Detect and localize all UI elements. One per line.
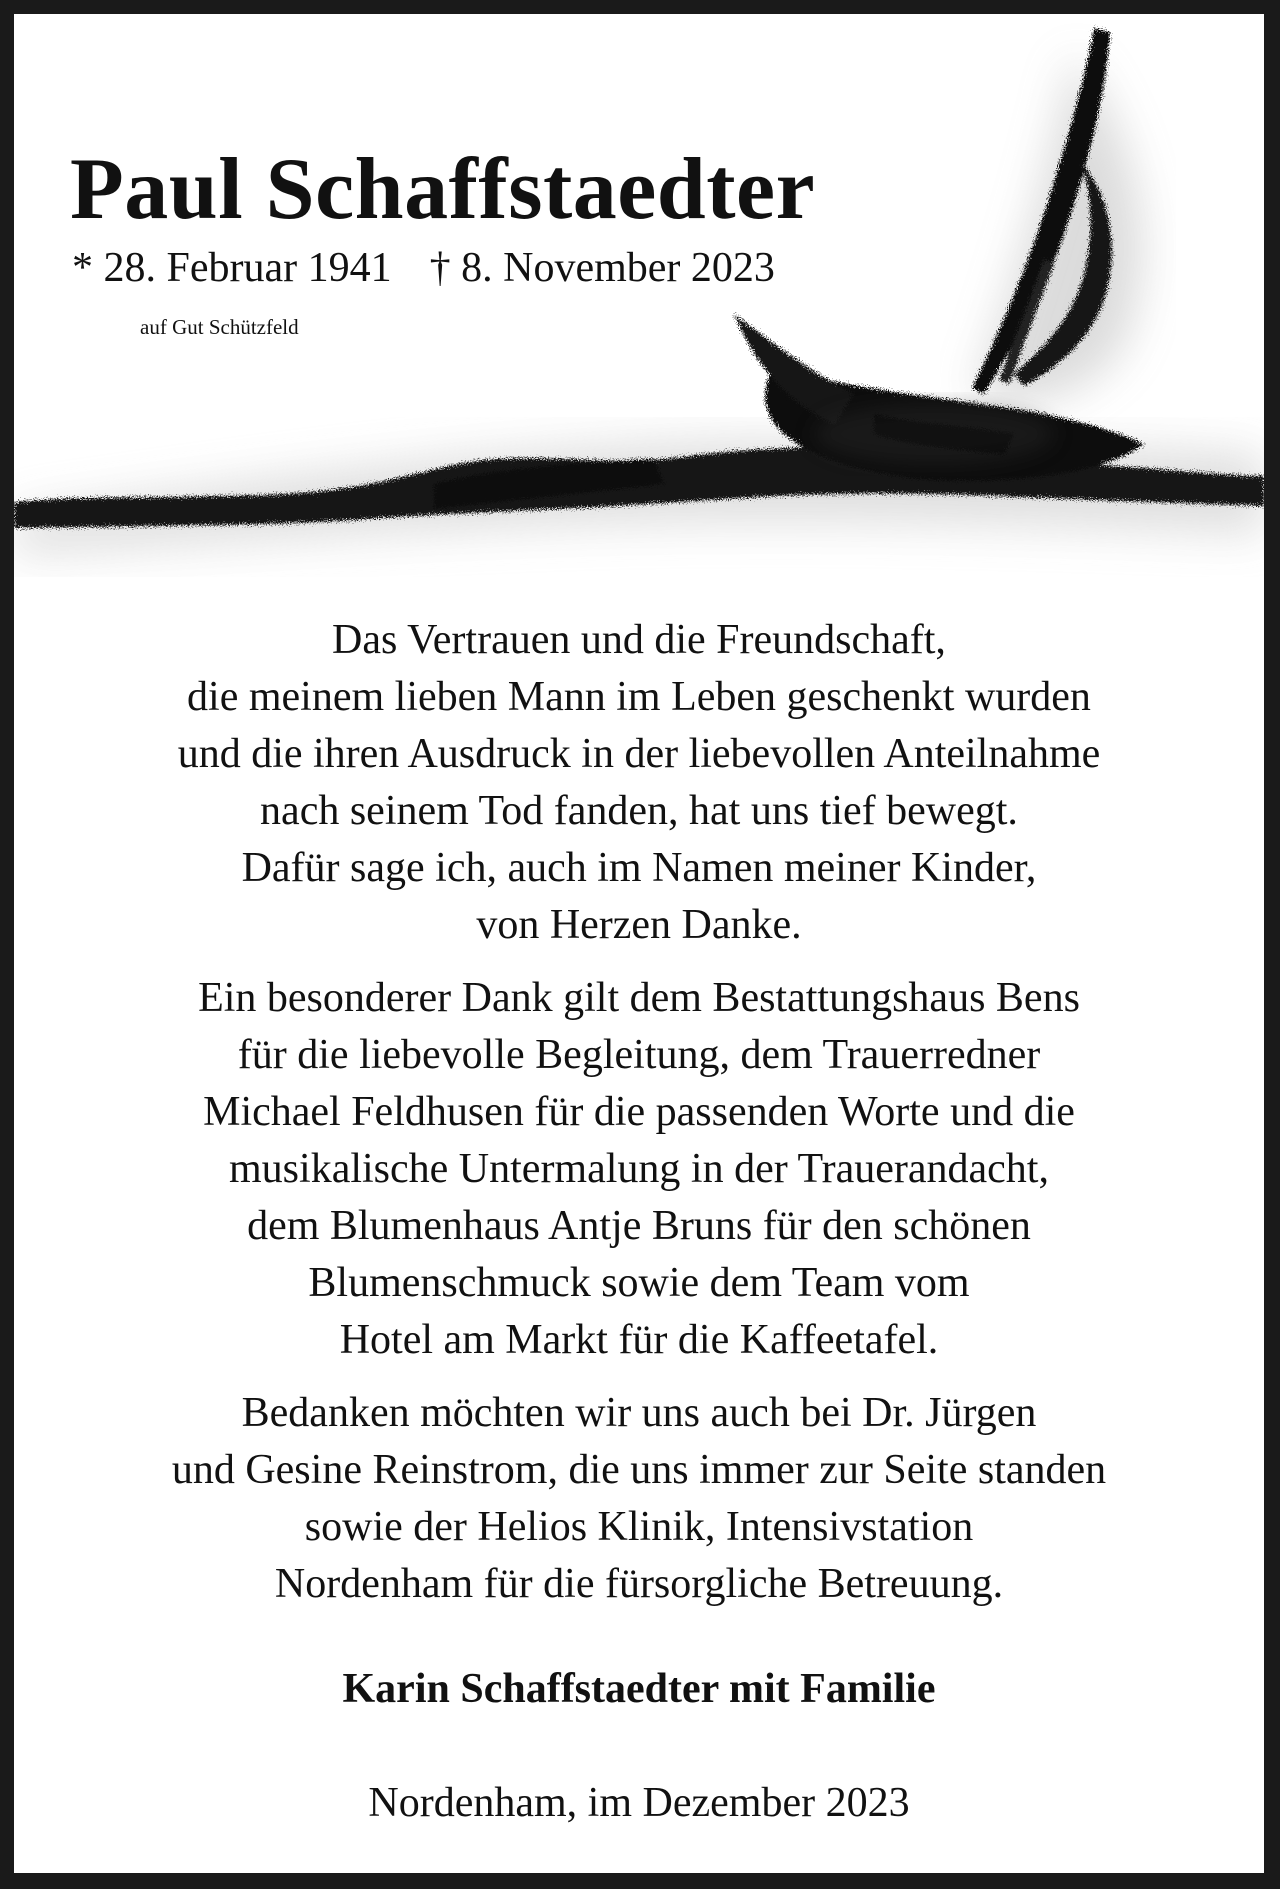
deceased-name: Paul Schaffstaedter bbox=[70, 141, 816, 238]
birthplace: auf Gut Schützfeld bbox=[140, 315, 299, 339]
place-date: Nordenham, im Dezember 2023 bbox=[368, 1780, 910, 1826]
text-line: Das Vertrauen und die Freundschaft, bbox=[332, 617, 946, 663]
obituary-card bbox=[14, 14, 1264, 1873]
paragraph-special-thanks bbox=[54, 970, 1224, 1369]
text-line: Blumenschmuck sowie dem Team vom bbox=[308, 1260, 970, 1306]
text-line: von Herzen Danke. bbox=[476, 902, 802, 948]
text-line: Bedanken möchten wir uns auch bei Dr. Jürgen bbox=[241, 1390, 1037, 1436]
text-line: und die ihren Ausdruck in der liebevollen Anteilnahme bbox=[177, 731, 1101, 777]
text-line: Michael Feldhusen für die passenden Worte und die bbox=[203, 1089, 1075, 1135]
signature: Karin Schaffstaedter mit Familie bbox=[342, 1666, 936, 1712]
text-line: die meinem lieben Mann im Leben geschenkt wurden bbox=[187, 674, 1091, 720]
text-line: musikalische Untermalung in der Trauerandacht, bbox=[229, 1146, 1049, 1192]
text-line: nach seinem Tod fanden, hat uns tief bewegt. bbox=[260, 788, 1018, 834]
birth-date: * 28. Februar 1941 bbox=[72, 245, 392, 291]
text-line: und Gesine Reinstrom, die uns immer zur Seite standen bbox=[171, 1447, 1107, 1493]
text-line: Nordenham für die fürsorgliche Betreuung. bbox=[274, 1561, 1004, 1607]
life-dates bbox=[72, 247, 775, 289]
death-date: † 8. November 2023 bbox=[429, 245, 775, 291]
text-line: dem Blumenhaus Antje Bruns für den schönen bbox=[247, 1203, 1031, 1249]
text-line: Ein besonderer Dank gilt dem Bestattungshaus Bens bbox=[198, 975, 1080, 1021]
text-line: Hotel am Markt für die Kaffeetafel. bbox=[339, 1317, 939, 1363]
paragraph-medical-thanks bbox=[54, 1385, 1224, 1613]
text-line: sowie der Helios Klinik, Intensivstation bbox=[304, 1504, 974, 1550]
paragraph-thanks bbox=[54, 612, 1224, 954]
text-line: Dafür sage ich, auch im Namen meiner Kinder, bbox=[241, 845, 1037, 891]
charcoal-sailboat-icon bbox=[14, 14, 1264, 604]
text-line: für die liebevolle Begleitung, dem Trauerredner bbox=[237, 1032, 1041, 1078]
